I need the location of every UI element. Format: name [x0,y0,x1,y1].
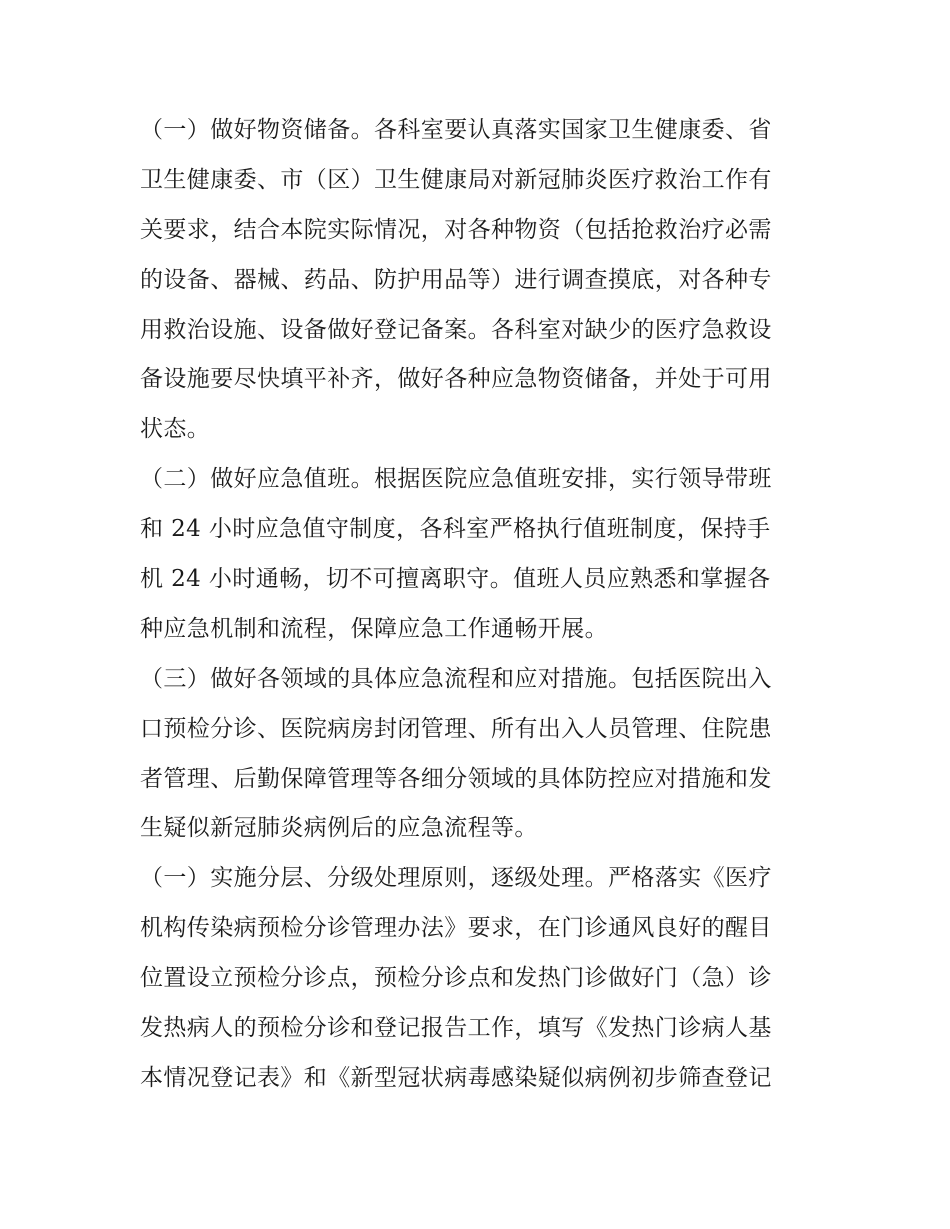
text-line: （三）做好各领域的具体应急流程和应对措施。包括医院出入 [140,665,772,692]
document-body [140,106,812,1104]
text-line: 本情况登记表》和《新型冠状病毒感染疑似病例初步筛查登记 [140,1064,772,1091]
text-line: 者管理、后勤保障管理等各细分领域的具体防控应对措施和发 [140,765,772,792]
text-line: 发热病人的预检分诊和登记报告工作，填写《发热门诊病人基 [140,1015,772,1042]
text-line: 用救治设施、设备做好登记备案。各科室对缺少的医疗急救设 [140,316,772,343]
text-line: 状态。 [140,416,211,443]
text-line: 的设备、器械、药品、防护用品等）进行调查摸底，对各种专 [140,266,772,293]
text-line: 卫生健康委、市（区）卫生健康局对新冠肺炎医疗救治工作有 [140,166,772,193]
text-line: 机 24 小时通畅，切不可擅离职守。值班人员应熟悉和掌握各 [140,566,771,593]
text-line: 机构传染病预检分诊管理办法》要求，在门诊通风良好的醒目 [140,915,772,942]
text-line: 种应急机制和流程，保障应急工作通畅开展。 [140,615,608,642]
text-line: （一）做好物资储备。各科室要认真落实国家卫生健康委、省 [140,117,772,143]
text-line: 生疑似新冠肺炎病例后的应急流程等。 [140,815,538,842]
text-line: 位置设立预检分诊点，预检分诊点和发热门诊做好门（急）诊 [140,965,772,992]
text-line: （一）实施分层、分级处理原则，逐级处理。严格落实《医疗 [140,865,772,892]
text-line: 口预检分诊、医院病房封闭管理、所有出入人员管理、住院患 [140,715,772,742]
text-line: 和 24 小时应急值守制度，各科室严格执行值班制度，保持手 [140,516,771,543]
text-line: （二）做好应急值班。根据医院应急值班安排，实行领导带班 [140,466,772,493]
text-line: 备设施要尽快填平补齐，做好各种应急物资储备，并处于可用 [140,366,772,393]
text-line: 关要求，结合本院实际情况，对各种物资（包括抢救治疗必需 [140,216,772,243]
